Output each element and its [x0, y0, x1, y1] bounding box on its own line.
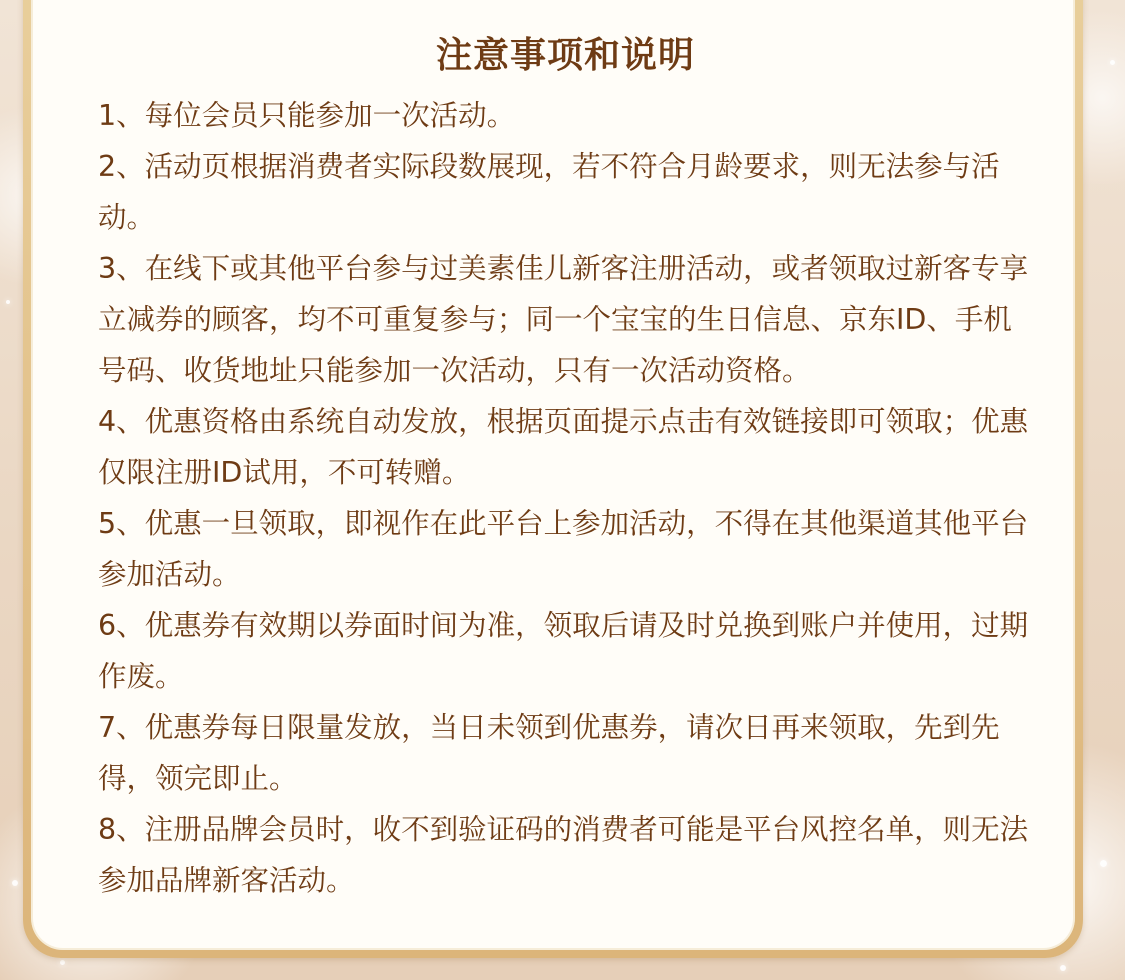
notice-item-8: 8、注册品牌会员时，收不到验证码的消费者可能是平台风控名单，则无法参加品牌新客活动。: [98, 813, 1029, 897]
notice-item-2: 2、活动页根据消费者实际段数展现，若不符合月龄要求，则无法参与活动。: [98, 150, 1000, 234]
notice-item-3: 3、在线下或其他平台参与过美素佳儿新客注册活动，或者领取过新客专享立减券的顾客，均不可重复参与；同一个宝宝的生日信息、京东ID、手机号码、收货地址只能参加一次活动，只有一次活动资格。: [98, 252, 1029, 387]
notice-item-1: 1、每位会员只能参加一次活动。: [98, 99, 516, 132]
notice-item-7: 7、优惠券每日限量发放，当日未领到优惠券，请次日再来领取，先到先得，领完即止。: [98, 711, 1000, 795]
background-sparkle: [6, 300, 10, 304]
notice-list: [98, 90, 1033, 906]
background-sparkle: [60, 960, 65, 965]
background-sparkle: [1060, 965, 1066, 971]
notice-title: 注意事项和说明: [435, 35, 695, 76]
notice-item-6: 6、优惠券有效期以券面时间为准，领取后请及时兑换到账户并使用，过期作废。: [98, 609, 1029, 693]
background-sparkle: [12, 880, 18, 886]
notice-item-4: 4、优惠资格由系统自动发放，根据页面提示点击有效链接即可领取；优惠仅限注册ID试用，不可转赠。: [98, 405, 1029, 489]
background-sparkle: [1110, 60, 1115, 65]
notice-item-5: 5、优惠一旦领取，即视作在此平台上参加活动，不得在其他渠道其他平台参加活动。: [98, 507, 1029, 591]
background-sparkle: [1100, 860, 1107, 867]
notice-content: [98, 30, 1033, 906]
